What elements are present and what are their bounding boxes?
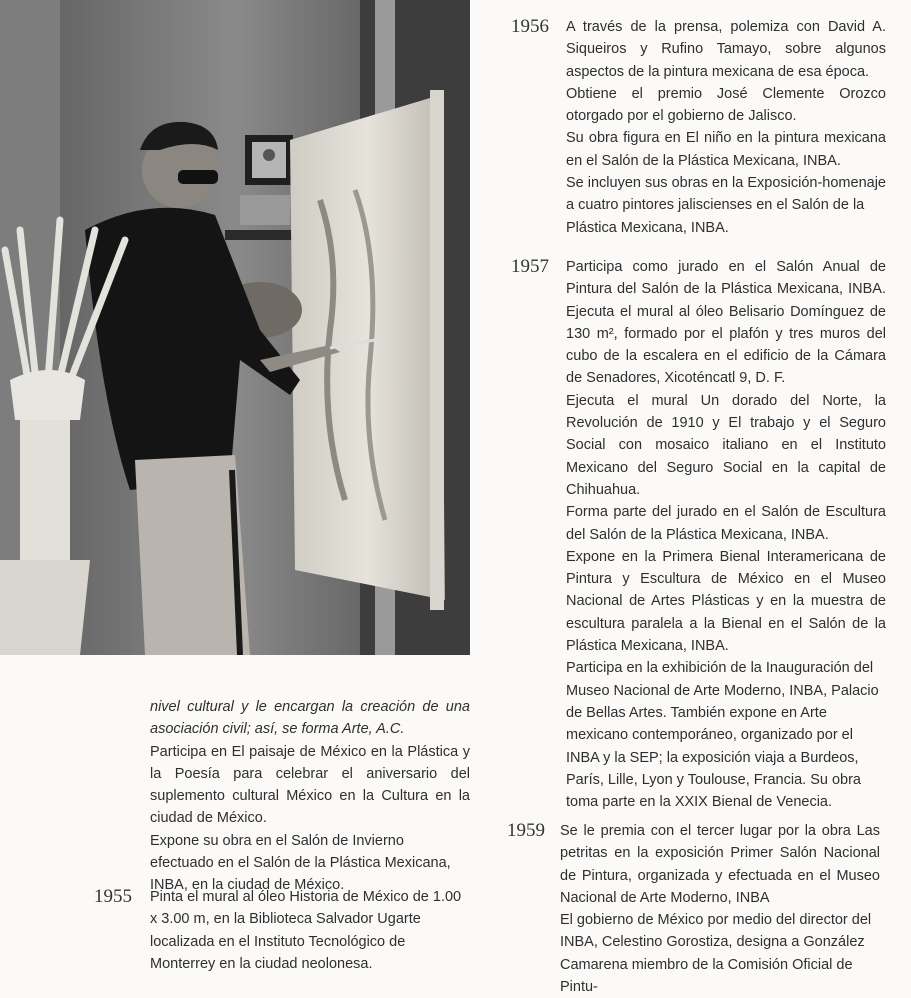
entry-1956-p4: Se incluyen sus obras en la Exposición-homenaje a cuatro pintores jaliscienses en el Salón de la Plástica Mexicana, INBA. (566, 175, 886, 236)
entry-1955-paragraph: Pinta el mural al óleo Historia de México de 1.00 x 3.00 m, en la Biblioteca Salvador Ugarte localizada en el Instituto Tecnológico de Monterrey en la ciudad neolonesa. (150, 889, 462, 972)
entry-1956-p2: Obtiene el premio José Clemente Orozco otorgado por el gobierno de Jalisco. (566, 85, 886, 125)
cont-paragraph-2: Participa en El paisaje de México en la Plástica y la Poesía para celebrar el aniversario del suplemento cultural México en la Cultura en la ciudad de México. (150, 743, 470, 827)
entry-1959-text (560, 820, 880, 998)
entry-1957-p4: Expone en la Primera Bienal Interamericana de Pintura y Escultura de México en el Museo Nacional de Artes Plásticas y en la muestra de escultura paralela a la Bienal en el Salón de la Plástica Mexicana, INBA. (566, 548, 886, 655)
entry-1957-p1: Participa como jurado en el Salón Anual de Pintura del Salón de la Plástica Mexicana, INBA. Ejecuta el mural al óleo Belisario Domínguez de 130 m², formado por el plafón y tres muros del cubo de la escalera en el edificio de la Cámara de Senadores, Xicoténcatl 9, D. F. (566, 259, 886, 387)
entry-1957-p5: Participa en la exhibición de la Inauguración del Museo Nacional de Arte Moderno, INBA, Palacio de Bellas Artes. También expone en Arte mexicano contemporáneo, organizado por el INBA y la SEP; la exposición viaja a Burdeos, París, Lille, Lyon y Toulouse, Francia. Su obra toma parte en la XXIX Bienal de Venecia. (566, 660, 879, 811)
year-1957: 1957 (511, 256, 549, 277)
cont-paragraph-1: nivel cultural y le encargan la creación de una asociación civil; así, se forma Arte, A.C. (150, 699, 470, 738)
entry-1959-p1: Se le premia con el tercer lugar por la obra Las petritas en la exposición Primer Salón Nacional de Pintura, organizada y efectuada en el Museo Nacional de Arte Moderno, INBA (560, 823, 880, 906)
entry-1959-p2: El gobierno de México por medio del director del INBA, Celestino Gorostiza, designa a González Camarena miembro de la Comisión Oficial de Pintu- (560, 912, 872, 996)
artist-photograph (0, 0, 470, 655)
entry-1956-text (566, 16, 886, 239)
entry-1955-text (150, 886, 470, 975)
cont-paragraph-3: Expone su obra en el Salón de Invierno efectuado en el Salón de la Plástica Mexicana, INBA, en la ciudad de México. (150, 832, 451, 894)
entry-1956-p1: A través de la prensa, polemiza con David A. Siqueiros y Rufino Tamayo, sobre algunos aspectos de la pintura mexicana de esa época. (566, 19, 886, 80)
year-1959: 1959 (507, 820, 545, 841)
year-1956: 1956 (511, 16, 549, 37)
left-continuation (150, 696, 470, 897)
entry-1957-p3: Forma parte del jurado en el Salón de Escultura del Salón de la Plástica Mexicana, INBA. (566, 504, 886, 543)
entry-1957-text (566, 256, 886, 813)
entry-1957-p2: Ejecuta el mural Un dorado del Norte, la Revolución de 1910 y El trabajo y el Seguro Social con mosaico italiano en el Instituto Mexicano del Seguro Social en la capital de Chihuahua. (566, 392, 886, 498)
entry-1956-p3: Su obra figura en El niño en la pintura mexicana en el Salón de la Plástica Mexicana, INBA. (566, 130, 886, 169)
year-1955: 1955 (94, 886, 132, 907)
photo-illustration (0, 0, 470, 655)
